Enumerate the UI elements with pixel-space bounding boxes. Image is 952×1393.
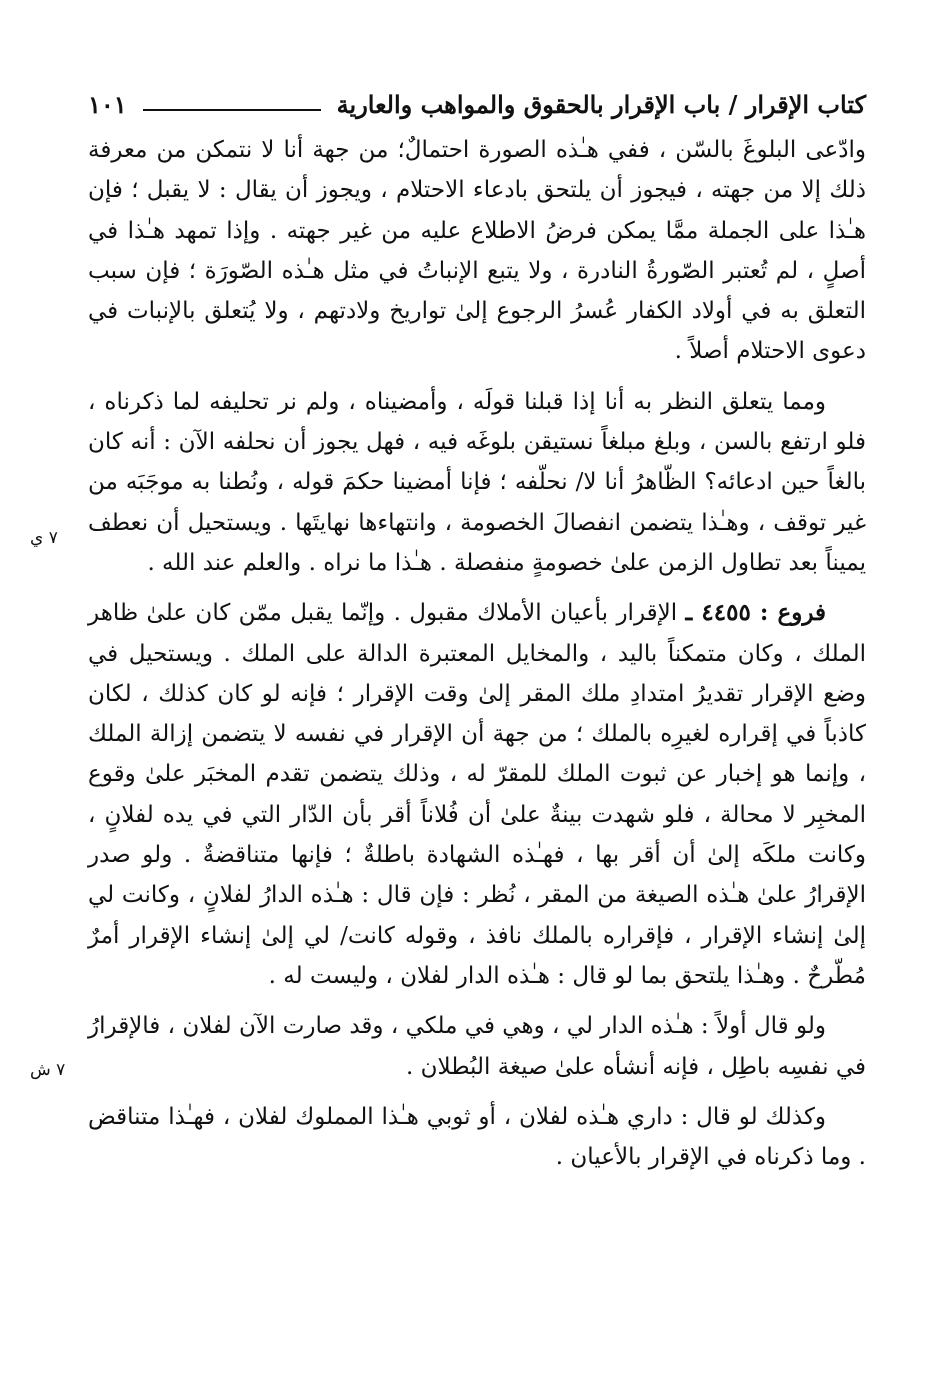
margin-note-7sh: ٧ ش (30, 1060, 66, 1080)
paragraph-4: ولو قال أولاً : هـٰذه الدار لي ، وهي في ملكي ، وقد صارت الآن لفلان ، فالإقرارُ في نفسِه باطِل ، فإنه أنشأه علىٰ صيغة البُطلان . (88, 1013, 866, 1080)
header-title: كتاب الإقرار / باب الإقرار بالحقوق والمواهب والعارية (336, 89, 866, 119)
paragraph-2: ومما يتعلق النظر به أنا إذا قبلنا قولَه ، وأمضيناه ، ولم نر تحليفه لما ذكرناه ، فلو ارتفع بالسن ، وبلغ مبلغاً نستيقن بلوغَه فيه ، فهل يجوز أن نحلفه الآن : أنه كان بالغاً حين ادعائه؟ الظّاهرُ أنا لا/ نحلّفه ؛ فإنا أمضينا حكمَ قوله ، ونُطنا به موجَبَه من غير توقف ، وهـٰذا يتضمن انفصالَ الخصومة ، وانتهاءها نهايتَها . ويستحيل أن نعطف يميناً بعد تطاول الزمن علىٰ خصومةٍ منفصلة . هـٰذا ما نراه . والعلم عند الله . (88, 388, 866, 576)
section-heading: فروع : ٤٤٥٥ ـ (685, 599, 827, 627)
header-rule (143, 109, 321, 111)
running-header (88, 84, 866, 124)
page-number: ١٠١ (88, 89, 127, 119)
margin-note-7y: ٧ ي (30, 528, 58, 548)
paragraph-3 (88, 593, 866, 996)
paragraph-5: وكذلك لو قال : داري هـٰذه لفلان ، أو ثوبي هـٰذا المملوك لفلان ، فهـٰذا متناقض . وما ذكرناه في الإقرار بالأعيان . (88, 1103, 866, 1171)
page-body (88, 130, 866, 1187)
paragraph-3-text: الإقرار بأعيان الأملاك مقبول . وإنّما يقبل ممّن كان علىٰ ظاهر الملك ، وكان متمكناً باليد ، والمخايل المعتبرة الدالة على الملك . ويستحيل في وضع الإقرار تقديرُ امتدادِ ملك المقر إلىٰ وقت الإقرار ؛ فإنه لو كان كذلك ، لكان كاذباً في إقراره لغيرِه بالملك ؛ من جهة أن الإقرار في نفسه لا يتضمن إزالة الملك ، وإنما هو إخبار عن ثبوت الملك للمقرّ له ، وذلك يتضمن تقدم المخبَر علىٰ وقوع المخبِر لا محالة ، فلو شهدت بينةٌ علىٰ أن فُلاناً أقر بأن الدّار التي في يده لفلانٍ ، وكانت ملكَه إلىٰ أن أقر بها ، فهـٰذه الشهادة باطلةٌ ؛ فإنها متناقضةٌ . ولو صدر الإقرارُ علىٰ هـٰذه الصيغة من المقر ، نُظر : فإن قال : هـٰذه الدارُ لفلانٍ ، وكانت لي إلىٰ إنشاء الإقرار ، فإقراره بالملك نافذ ، وقوله كانت/ لي إلىٰ إنشاء الإقرار أمرٌ مُطّرحٌ . وهـٰذا يلتحق بما لو قال : هـٰذه الدار لفلان ، وليست له . (88, 600, 866, 989)
paragraph-1: وادّعى البلوغَ بالسّن ، ففي هـٰذه الصورة احتمالٌ؛ من جهة أنا لا نتمكن من معرفة ذلك إلا من جهته ، فيجوز أن يلتحق بادعاء الاحتلام ، ويجوز أن يقال : لا يقبل ؛ فإن هـٰذا على الجملة ممَّا يمكن فرضُ الاطلاع عليه من غير جهته . وإذا تمهد هـٰذا في أصلٍ ، لم تُعتبر الصّورةُ النادرة ، ولا يتبع الإنباتُ في مثل هـٰذه الصّورَة ؛ فإن سبب التعلق به في أولاد الكفار عُسرُ الرجوع إلىٰ تواريخ ولادتهم ، ولا يُتعلق بالإنبات في دعوى الاحتلام أصلاً . (88, 137, 866, 365)
